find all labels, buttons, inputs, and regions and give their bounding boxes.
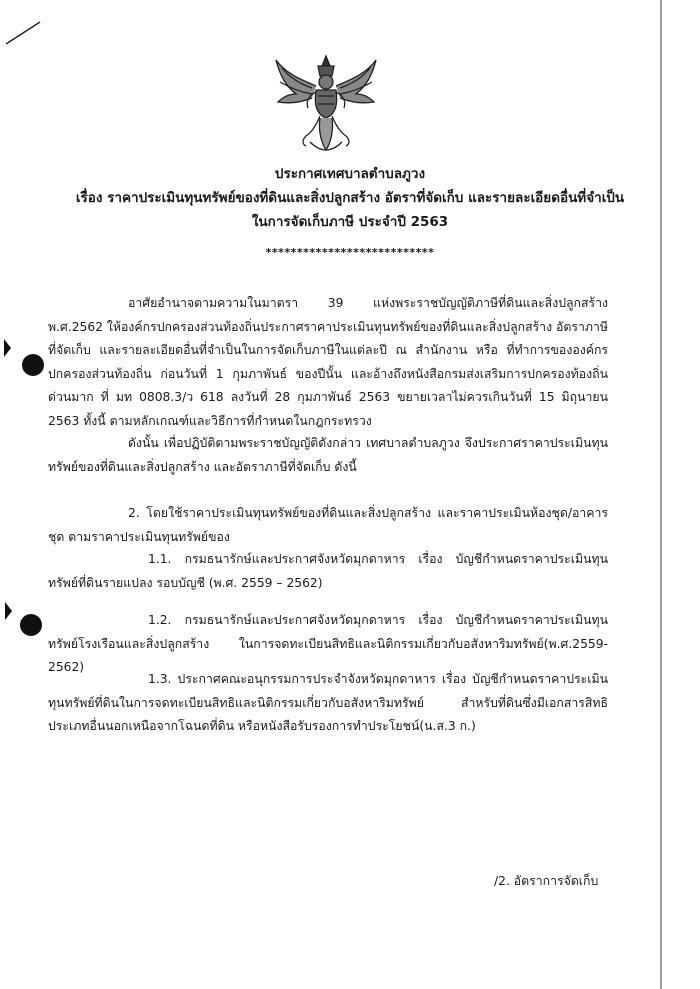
punch-hole [20, 614, 42, 636]
paragraph-item-1-3: 1.3. ประกาศคณะอนุกรรมการประจำจังหวัดมุกดาหาร เรื่อง บัญชีกำหนดราคาประเมินทุนทรัพย์ที่ดินในการจดทะเบียนสิทธิและนิติกรรมเกี่ยวกับอสังหาริมทรัพย์ สำหรับที่ดินซึ่งมีเอกสารสิทธิประเภทอื่นนอกเหนือจากโฉนดที่ดิน หรือหนังสือรับรองการทำประโยชน์(น.ส.3 ก.) [48, 672, 608, 733]
paragraph-item-1-2: 1.2. กรมธนารักษ์และประกาศจังหวัดมุกดาหาร เรื่อง บัญชีกำหนดราคาประเมินทุนทรัพย์โรงเรือนและสิ่งปลูกสร้าง ในการจดทะเบียนสิทธิและนิติกรรมเกี่ยวกับอสังหาริมทรัพย์(พ.ศ.2559-2562) [48, 613, 608, 674]
garuda-emblem-icon [272, 52, 380, 152]
paragraph-authority: อาศัยอำนาจตามความในมาตรา 39 แห่งพระราชบัญญัติภาษีที่ดินและสิ่งปลูกสร้าง พ.ศ.2562 ให้องค์กรปกครองส่วนท้องถิ่นประกาศราคาประเมินทุนทรัพย์ของที่ดินและสิ่งปลูกสร้าง อัตราภาษีที่จัดเก็บ และรายละเอียดอื่นที่จำเป็นในการจัดเก็บภาษีในแต่ละปี ณ สำนักงาน หรือ ที่ทำการขององค์กรปกครองส่วนท้องถิ่น ก่อนวันที่ 1 กุมภาพันธ์ ของปีนั้น และอ้างถึงหนังสือกรมส่งเสริมการปกครองท้องถิ่น ด่วนมาก ที่ มท 0808.3/ว 618 ลงวันที่ 28 กุมภาพันธ์ 2563 ขยายเวลาไม่ควรเกินวันที่ 15 มิถุนายน 2563 ทั้งนี้ ตามหลักเกณฑ์และวิธีการที่กำหนดในกฎกระทรวง [48, 296, 609, 428]
continuation-note: /2. อัตราการจัดเก็บ [494, 874, 599, 888]
paragraph-therefore: ดังนั้น เพื่อปฏิบัติตามพระราชบัญญัติดังกล่าว เทศบาลตำบลภูวง จึงประกาศราคาประเมินทุนทรัพย์ของที่ดินและสิ่งปลูกสร้าง และอัตราภาษีที่จัดเก็บ ดังนี้ [48, 436, 608, 474]
punch-hole [22, 354, 44, 376]
separator-line: *************************** [265, 246, 435, 259]
pen-stroke-mark [4, 18, 44, 48]
paragraph-item-1-1: 1.1. กรมธนารักษ์และประกาศจังหวัดมุกดาหาร เรื่อง บัญชีกำหนดราคาประเมินทุนทรัพย์ที่ดินรายแปลง รอบบัญชี (พ.ศ. 2559 – 2562) [48, 552, 608, 590]
punch-mark [4, 339, 11, 357]
paragraph-item-2: 2. โดยใช้ราคาประเมินทุนทรัพย์ของที่ดินและสิ่งปลูกสร้าง และราคาประเมินห้องชุด/อาคารชุด ตามราคาประเมินทุนทรัพย์ของ [48, 506, 608, 544]
punch-mark [5, 602, 12, 620]
announcement-subject-continued: ในการจัดเก็บภาษี ประจำปี 2563 [251, 214, 449, 230]
announcement-title: ประกาศเทศบาลตำบลภูวง [274, 166, 426, 182]
scan-edge-line [660, 0, 662, 989]
announcement-subject: เรื่อง ราคาประเมินทุนทรัพย์ของที่ดินและสิ่งปลูกสร้าง อัตราที่จัดเก็บ และรายละเอียดอื่นที่จำเป็น [75, 190, 625, 206]
